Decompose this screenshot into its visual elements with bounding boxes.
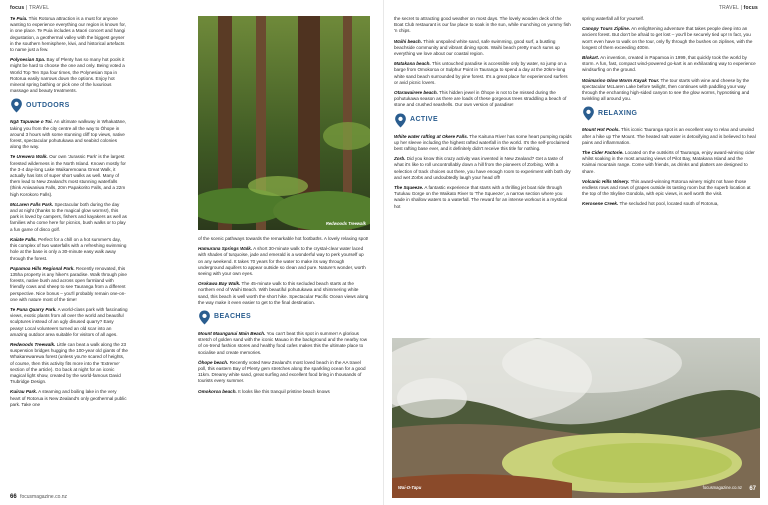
right-col-1 <box>394 16 572 214</box>
entry-text: This iconic Tauranga spot is an excellent way to relax and unwind after a hike up The Mount. The heated salt water is detoxifying and is believed to heal pains and inflammation. <box>582 127 756 145</box>
entry-title: Mount Maunganui Main Beach. <box>198 331 266 337</box>
page-number: 67 <box>749 486 756 492</box>
footer-site: focusmagazine.co.nz <box>702 485 742 490</box>
article-entry <box>10 237 128 262</box>
article-entry <box>394 39 572 58</box>
entry-text: The tour starts with wine and cheese by the spectacular McLaren Lake before twilight, then continues with paddling your way through the enchanting high-sided canyon to see the glow worms, hypnotising and twinkling all around you. <box>582 77 750 102</box>
entry-title: Redwoods Treewalk. <box>10 341 56 347</box>
left-col-1 <box>10 16 128 412</box>
article-entry <box>10 154 128 197</box>
entry-title: Omokoroa beach. <box>198 388 237 394</box>
entry-title: Ōhope beach. <box>198 359 229 365</box>
entry-text: the secret to attracting good weather on most days. The lovely wooden deck of the Boat Club restaurant is our fav place to soak in the sun, while munching on yummy fish 'n chips. <box>394 16 571 34</box>
photo-caption: Wai-O-Tapu <box>398 485 422 490</box>
article-entry <box>582 179 758 198</box>
article-entry <box>582 55 758 74</box>
outdoors-heading: OUTDOORS <box>10 98 128 113</box>
entry-title: Matakana beach. <box>394 61 431 67</box>
article-entry <box>10 389 128 408</box>
article-entry <box>394 134 572 153</box>
article-entry <box>10 16 128 53</box>
forest-image <box>198 16 370 230</box>
article-entry <box>10 266 128 303</box>
section-label: TRAVEL <box>28 5 50 11</box>
entry-text: An invention, created in Papamoa in 1999, that quickly took the world by storm. A fun, fast, compact wind-powered go-kart is an exhilarating way to experience windsurfing on the ground. <box>582 55 756 73</box>
entry-text: A steaming and boiling lake in the very heart of Rotorua is New Zealand's only geothermal public park. Take one <box>10 389 127 407</box>
entry-title: Te Puia. <box>10 16 28 21</box>
header-sep: | <box>25 5 29 11</box>
entry-title: Orokawa Bay Walk. <box>198 281 241 287</box>
entry-text: Think unspoiled white sand, safe swimming, good surf, a bustling beachside community and vibrant dining spots. Waihi beach pretty much sums up everything we love about our coastal region. <box>394 38 560 57</box>
entry-title: Ngā Tapuwae o Toi. <box>10 119 53 125</box>
map-pin-icon <box>582 106 595 121</box>
brand-logo: focus <box>10 5 25 11</box>
article-entry <box>582 201 758 207</box>
article-entry <box>394 156 572 181</box>
entry-title: Kuirau Park. <box>10 389 38 395</box>
entry-text: Did you know this crazy activity was invented in New Zealand? Get a taste of what it's like to roll uncontrollably down a hill from the pioneers of Zorbing. With a selection of track choices out there, you have enough room to experiment with both dry and wet Zorbs and undoubtedly laugh your head off! <box>394 156 571 180</box>
redwoods-photo <box>198 16 370 230</box>
entry-title: Papamoa Hills Regional Park. <box>10 265 75 271</box>
article-entry <box>198 281 370 306</box>
entry-title: The Squeeze. <box>394 185 424 191</box>
article-entry <box>582 127 758 146</box>
entry-text: Perfect for a chill on a hot summer's day, this complex of two waterfalls with a refreshing swimming hole at the base is only a 30-minute easy walk away through the forest. <box>10 236 127 261</box>
entry-text: It looks like this tranquil pristine beach knows <box>238 388 330 394</box>
map-pin-icon <box>10 98 23 113</box>
entry-text: You can't beat this spot in summer! A glorious stretch of golden sand with the iconic Mauao in the background and the nearby row of on-trend fashion stores and healthy food cafes makes this the ultimate place to socialise and create memories. <box>198 331 368 355</box>
page-number: 66 <box>10 494 17 500</box>
photo-caption: Redwoods Treewalk <box>325 221 366 226</box>
article-entry <box>394 185 572 210</box>
entry-title: McLaren Falls Park. <box>10 201 54 207</box>
article-entry <box>198 331 370 356</box>
article-entry <box>10 307 128 338</box>
entry-text: This untouched paradise is accessible only by water, so jump on a barge from Omokoroa or Sulphur Point in Tauranga to spend a day at the 20km-long white sand beach surrounded by pine forest. It's a great place for experienced surfers or avid picnic lovers. <box>394 61 568 85</box>
article-entry <box>582 16 758 22</box>
entry-title: The Cider Factorie. <box>582 150 624 156</box>
relaxing-heading: RELAXING <box>582 106 758 121</box>
entry-text: This award-winning Rotorua winery might not have those endless rows and rows of grapes outside its tasting room but the superb location at the top of the Skyline Gondola, with epic views, is well worth the visit. <box>582 178 751 197</box>
entry-title: Te Puna Quarry Park. <box>10 306 57 312</box>
article-entry <box>394 90 572 109</box>
entry-text: A short 30-minute walk to the crystal-clear water laced with shades of turquoise, jade and emerald is a wonderful way to perk yourself up on any weekend. It takes 70 years for the water to make its way through underground aquifers to appear outside so clean and pure. Nature's wonder, worth seeing with your own eyes. <box>198 246 366 277</box>
entry-text: Spectacular both during the day and at night (thanks to the magical glow worms!), this park is loved by campers, fishers and kayakers as well as families who come here for picnics, bush walks or to play a fun game of disco golf. <box>10 201 127 232</box>
entry-text: This hidden jewel in Ōhope is not to be missed during the pohutukawa season as there are loads of these gorgeous trees straddling a beach of stone and crushed seashells. Our own version of paradise! <box>394 90 567 108</box>
entry-text: The secluded hot pool, located south of Rotorua, <box>619 201 719 207</box>
article-entry <box>10 342 128 385</box>
entry-text: An enlightening adventure that takes people deep into an ancient forest. But don't be afraid to get lost – you'll be securely tied up! In fact, you won't even have to walk on the tour, only fly through the bushes on ziplines, with the longest of them exceeding 400m. <box>582 26 753 50</box>
article-entry <box>198 236 370 242</box>
entry-text: This Rotorua attraction is a must for anyone wanting to experience everything our region is known for, in one place. Te Puia includes a Maori concert and hangi degustation, a geothermal valley with the biggest geyser in the southern hemisphere, kiwi, and historical artefacts to name just a few. <box>10 16 126 53</box>
entry-title: Mount Hot Pools. <box>582 127 620 133</box>
brand-logo: focus <box>743 5 758 11</box>
entry-text: Our own 'Jurassic Park' is the largest forested wilderness in the North Island. Known mostly for the 3-4 day-long Lake Waikaremoana Great Walk, it actually has lots of super short walks as well. Many of them lead to New Zealand's most stunning waterfalls (think Aniwaniwa Falls, 20m Papakorito Falls, and a 22m high Korokoro Falls). <box>10 154 126 197</box>
entry-title: Blokart. <box>582 55 600 61</box>
article-entry <box>582 78 758 103</box>
article-entry <box>198 389 370 395</box>
entry-title: Volcanic Hills Winery. <box>582 178 630 184</box>
article-entry <box>582 150 758 175</box>
entry-title: Waimarino Glow Worm Kayak Tour. <box>582 77 660 83</box>
left-col-2 <box>198 236 370 399</box>
entry-title: Zorb. <box>394 156 406 162</box>
entry-text: A world-class park with fascinating views, exotic plants from all over the world and beautiful sculptures instead of an ugly disused quarry? Easy peasy! Local volunteers turned an old scar into an amazing outdoor area suitable for visitors of all ages. <box>10 306 128 337</box>
entry-title: Canopy Tours Zipline. <box>582 26 631 32</box>
entry-text: The Kaituna River has some heart pumping rapids up her sleeve including the highest rafted waterfall in the world. It's the self-proclaimed best rafting base ever, and it definitely didn't receive this title for nothing. <box>394 133 572 152</box>
entry-text: A fantastic experience that starts with a thrilling jet boat ride through Tutukau Gorge on the Waikato River to 'The Squeeze', a narrow section where you wade in shallow waters to a waterfall. The reward for an intense workout is a mystical hot <box>394 185 568 209</box>
entry-title: White water rafting at Okere Falls. <box>394 133 469 139</box>
entry-text: spring waterfall all for yourself. <box>582 16 645 21</box>
entry-title: Kerosene Creek. <box>582 201 619 207</box>
right-header: TRAVEL | focus <box>718 5 758 11</box>
article-entry <box>10 202 128 233</box>
geothermal-photo <box>392 338 760 498</box>
entry-title: Kaiate Falls. <box>10 236 37 242</box>
left-footer: 66 focusmagazine.co.nz <box>10 494 68 500</box>
geothermal-image <box>392 338 760 498</box>
right-page <box>384 0 768 505</box>
entry-text: The 45-minute walk to this secluded beach starts at the northern end of Waihi Beach. With beautiful pohutukawa and shimmering white sand, this beach is well worth the short hike. Spectacular Pacific Ocean views along the way make it even easier to get to the final destination. <box>198 281 369 305</box>
map-pin-icon <box>198 310 211 325</box>
article-entry <box>394 61 572 86</box>
entry-title: Te Urewera Walk. <box>10 154 48 160</box>
entry-title: Waihi beach. <box>394 38 422 44</box>
entry-text: Bay of Plenty has so many hot pools it might be hard to choose the one and only. Being voted a World Top Ten Spa four times, the Polynesian Spa in Rotorua easily narrows down the options. Enjoy hot mineral spring bathing or pick one of the luxurious massage and beauty treatments. <box>10 57 125 94</box>
article-entry <box>394 16 572 35</box>
entry-text: Recently renovated, this 135ha property is any hiker's paradise. Walk through pine forests, native bush and across open farmland with friendly cows and sheep to see Tauranga from a different perspective. Nice bonus – you'll probably remain one-on-one with nature most of the time! <box>10 265 127 302</box>
entry-title: Hamurana Springs Walk. <box>198 246 253 252</box>
beaches-heading: BEACHES <box>198 310 370 325</box>
article-entry <box>198 360 370 385</box>
entry-text: Located on the outskirts of Tauranga, enjoy award-winning cider whilst soaking in the most amazing views of Pilot Bay, Matakana Island and the Kaimai mountain range. Come with friends, as drinks and platters are designed to share. <box>582 150 755 174</box>
entry-title: Otarawairere beach. <box>394 90 438 96</box>
active-heading: ACTIVE <box>394 113 572 128</box>
entry-text: Little can beat a walk along the 23 suspension bridges hugging the 100-year old giants of the Whakarewarewa forest (unless you're scared of heights, of course, then this activity fits more into the 'Extreme' section of the article). Go back at night for an iconic magical light show, created by the world-famous David Trubridge Design. <box>10 341 128 385</box>
article-entry <box>10 119 128 150</box>
entry-text: An ultimate walkway in Whakatāne, taking you from the city centre all the way to Ōhope in around 3 hours with some stunning cliff top views, native forest, spectacular pohutukawa and seabird colonies along the way. <box>10 119 127 150</box>
entry-title: Polynesian Spa. <box>10 57 46 63</box>
right-col-2 <box>582 16 758 212</box>
map-pin-icon <box>394 113 407 128</box>
entry-text: Recently voted New Zealand's most loved beach in the AA travel poll, this eastern Bay of Plenty gem stretches along the sparkling ocean for a good 11km. Dreamy white sand, great surfing and excellent food bring in thousands of tourists every summer. <box>198 359 366 384</box>
article-entry <box>198 246 370 277</box>
article-entry <box>10 57 128 94</box>
article-entry <box>582 26 758 51</box>
entry-text: of the scenic pathways towards the remarkable hot footbaths. A lovely relaxing spot! <box>198 236 369 241</box>
left-header <box>10 5 49 11</box>
